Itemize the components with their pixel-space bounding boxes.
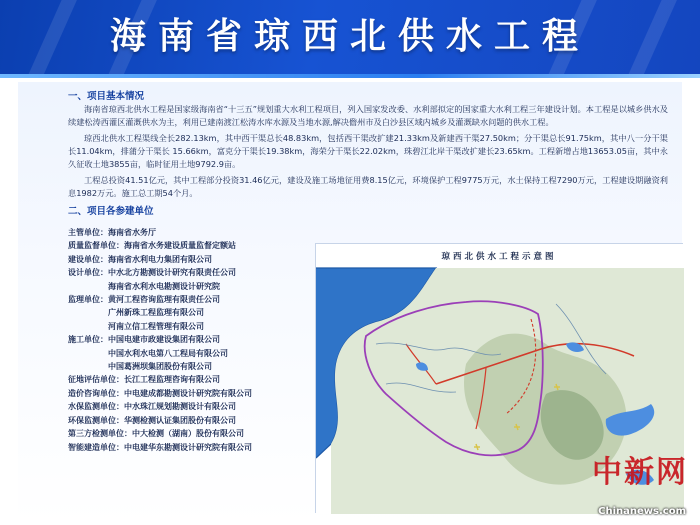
unit-name: 黄河工程咨询监理有限责任公司 bbox=[108, 295, 220, 305]
unit-name: 中国水利水电第八工程局有限公司 bbox=[108, 348, 228, 358]
chinanews-url: Chinanews.com bbox=[598, 506, 686, 517]
unit-name: 中国电建市政建设集团有限公司 bbox=[108, 335, 220, 345]
unit-row bbox=[68, 441, 308, 454]
unit-name: 海南省水务建设质量监督定额站 bbox=[124, 241, 236, 251]
section-basic-info bbox=[68, 88, 668, 217]
unit-row bbox=[68, 414, 308, 427]
unit-label: 质量监督单位： bbox=[68, 241, 124, 251]
unit-label: 水保监测单位： bbox=[68, 402, 124, 412]
unit-label: 设计单位： bbox=[68, 268, 108, 278]
unit-row bbox=[68, 266, 308, 293]
unit-row bbox=[68, 333, 308, 373]
title-banner bbox=[0, 0, 700, 78]
map-title: 琼西北供水工程示意图 bbox=[441, 252, 557, 262]
unit-name: 中水北方勘测设计研究有限责任公司 bbox=[108, 268, 236, 278]
section1-heading: 一、项目基本情况 bbox=[68, 91, 145, 102]
unit-name: 广州新珠工程监理有限公司 bbox=[108, 308, 204, 318]
unit-name: 河南立信工程管理有限公司 bbox=[108, 321, 204, 331]
unit-name: 华测检测认证集团股份有限公司 bbox=[124, 415, 236, 425]
participant-units-list bbox=[68, 226, 308, 454]
page-title: 海南省琼西北供水工程 bbox=[109, 16, 590, 57]
unit-name: 中大检测（湖南）股份有限公司 bbox=[132, 429, 244, 439]
section1-paragraph: 工程总投资41.51亿元，其中工程部分投资31.46亿元，建设及施工场地征用费8.15亿元，环境保护工程9775万元，水土保持工程7290万元，工程建设期融资利息1982万元。施工总工期54个月。 bbox=[68, 175, 668, 198]
unit-label: 征地评估单位： bbox=[68, 375, 124, 385]
section1-paragraph: 海南省琼西北供水工程是国家级海南省“十三五”规划重大水利工程项目，列入国家发改委、水利部拟定的国家重大水利工程三年建设计划。本工程是以城乡供水及续建松涛西灌区灌溉供水为主，利用已建南渡江松涛水库水源及当地水源,解决儋州市及白沙县区域内城乡及灌溉缺水问题的供水工程。 bbox=[68, 104, 668, 127]
unit-name: 中电建成都勘测设计研究院有限公司 bbox=[124, 388, 252, 398]
unit-label: 施工单位： bbox=[68, 335, 108, 345]
unit-label: 智能建造单位： bbox=[68, 442, 124, 452]
unit-row bbox=[68, 253, 308, 266]
section1-paragraph: 琼西北供水工程渠线全长282.13km，其中西干渠总长48.83km，包括西干渠改扩建21.33km及新建西干渠27.50km；分干渠总长91.75km，其中八一分干渠长11.04km，排蒲分干渠长 15.66km，富克分干渠长19.38km，海荣分干渠长22.02km，珠碧江北岸干渠改扩建长23.65km。工程新增占地13653.05亩，其中永久征收土地3855亩，临时征用土地9792.9亩。 bbox=[68, 133, 668, 169]
unit-row bbox=[68, 293, 308, 333]
unit-label: 造价咨询单位： bbox=[68, 388, 124, 398]
unit-name: 中水珠江规划勘测设计有限公司 bbox=[124, 402, 236, 412]
unit-label: 建设单位： bbox=[68, 254, 108, 264]
unit-label: 监理单位： bbox=[68, 295, 108, 305]
unit-label: 第三方检测单位： bbox=[68, 429, 132, 439]
unit-name: 海南省水务厅 bbox=[108, 228, 156, 237]
unit-row bbox=[68, 387, 308, 400]
unit-label: 主管单位： bbox=[68, 228, 108, 237]
unit-row bbox=[68, 373, 308, 386]
unit-name: 长江工程监理咨询有限公司 bbox=[124, 375, 220, 385]
section2-heading: 二、项目各参建单位 bbox=[68, 206, 154, 217]
unit-name: 中国葛洲坝集团股份有限公司 bbox=[108, 362, 212, 372]
unit-row bbox=[68, 427, 308, 440]
unit-name: 海南省水利电力集团有限公司 bbox=[108, 254, 212, 264]
banner-accent-line bbox=[0, 74, 700, 78]
unit-row bbox=[68, 400, 308, 413]
unit-label: 环保监测单位： bbox=[68, 415, 124, 425]
unit-row bbox=[68, 239, 308, 252]
unit-name: 中电建华东勘测设计研究院有限公司 bbox=[124, 442, 252, 452]
unit-row bbox=[68, 226, 308, 239]
unit-name: 海南省水利水电勘测设计研究院 bbox=[108, 281, 220, 291]
chinanews-logo: 中新网 bbox=[592, 455, 688, 490]
